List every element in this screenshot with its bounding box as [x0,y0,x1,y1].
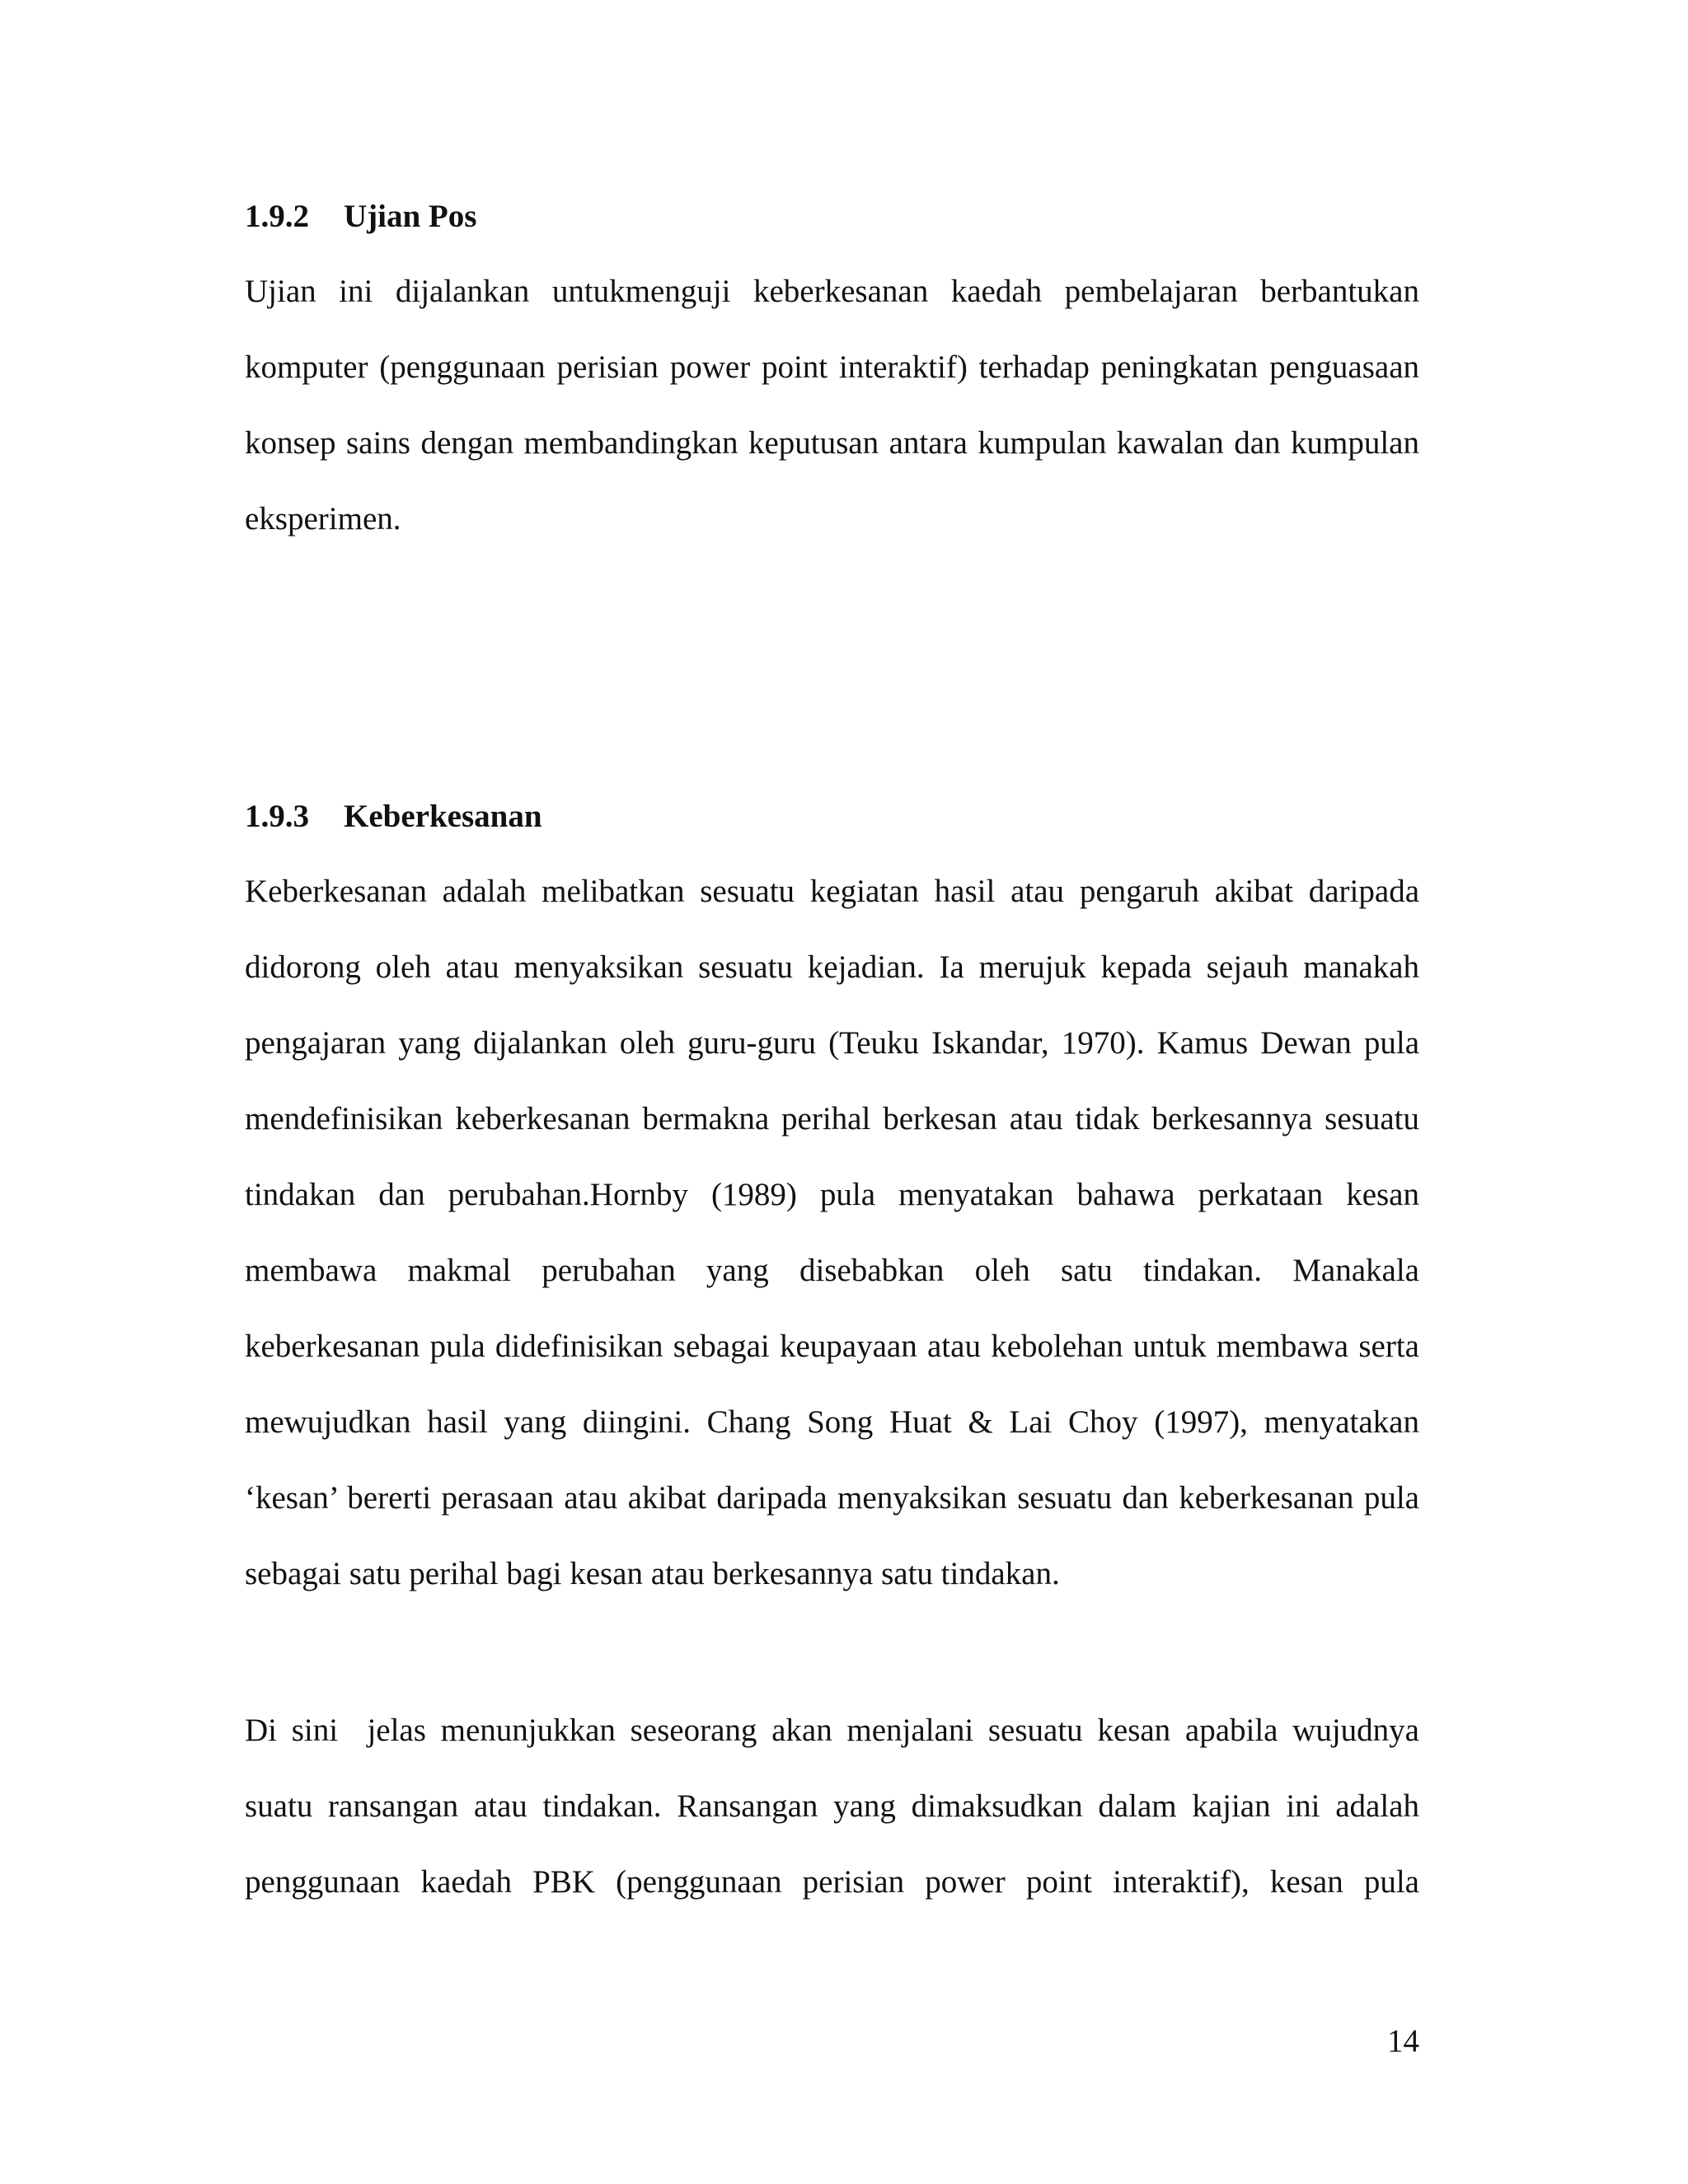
paragraph-line: konsep sains dengan membandingkan keputusan antara kumpulan kawalan dan kumpulan [245,425,1419,461]
paragraph-line: penggunaan kaedah PBK (penggunaan perisian power point interaktif), kesan pula [245,1864,1419,1900]
section-number: 1.9.2 [245,199,309,234]
paragraph-line: Keberkesanan adalah melibatkan sesuatu kegiatan hasil atau pengaruh akibat daripada [245,874,1419,909]
section-heading [245,796,1419,837]
paragraph-line: eksperimen. [245,501,401,537]
paragraph-line: mewujudkan hasil yang diingini. Chang Song Huat & Lai Choy (1997), menyatakan [245,1404,1419,1440]
paragraph-line: Ujian ini dijalankan untukmenguji keberkesanan kaedah pembelajaran berbantukan [245,274,1419,309]
paragraph-line: membawa makmal perubahan yang disebabkan oleh satu tindakan. Manakala [245,1253,1419,1288]
paragraph-keberkesanan-2 [245,1693,1419,1920]
section-1-9-3 [245,796,1419,837]
section-heading [245,196,1419,237]
paragraph-keberkesanan-1 [245,854,1419,1612]
paragraph-line: ‘kesan’ bererti perasaan atau akibat daripada menyaksikan sesuatu dan keberkesanan pula [245,1480,1419,1516]
paragraph-line: mendefinisikan keberkesanan bermakna perihal berkesan atau tidak berkesannya sesuatu [245,1101,1419,1137]
paragraph-line: Di sini jelas menunjukkan seseorang akan menjalani sesuatu kesan apabila wujudnya [245,1713,1419,1748]
paragraph-line: tindakan dan perubahan.Hornby (1989) pula menyatakan bahawa perkataan kesan [245,1177,1419,1212]
paragraph-line: keberkesanan pula didefinisikan sebagai keupayaan atau kebolehan untuk membawa serta [245,1329,1419,1364]
paragraph-line: sebagai satu perihal bagi kesan atau berkesannya satu tindakan. [245,1556,1060,1591]
paragraph-ujian-pos [245,254,1419,557]
section-title: Keberkesanan [344,799,542,834]
section-1-9-2 [245,196,1419,237]
section-number: 1.9.3 [245,799,309,834]
section-title: Ujian Pos [344,199,477,234]
paragraph-line: didorong oleh atau menyaksikan sesuatu kejadian. Ia merujuk kepada sejauh manakah [245,949,1419,985]
paragraph-line: komputer (penggunaan perisian power point interaktif) terhadap peningkatan penguasaan [245,349,1419,385]
paragraph-line: suatu ransangan atau tindakan. Ransangan yang dimaksudkan dalam kajian ini adalah [245,1788,1419,1824]
page-number: 14 [1387,2023,1419,2059]
paragraph-line: pengajaran yang dijalankan oleh guru-guru (Teuku Iskandar, 1970). Kamus Dewan pula [245,1025,1419,1061]
